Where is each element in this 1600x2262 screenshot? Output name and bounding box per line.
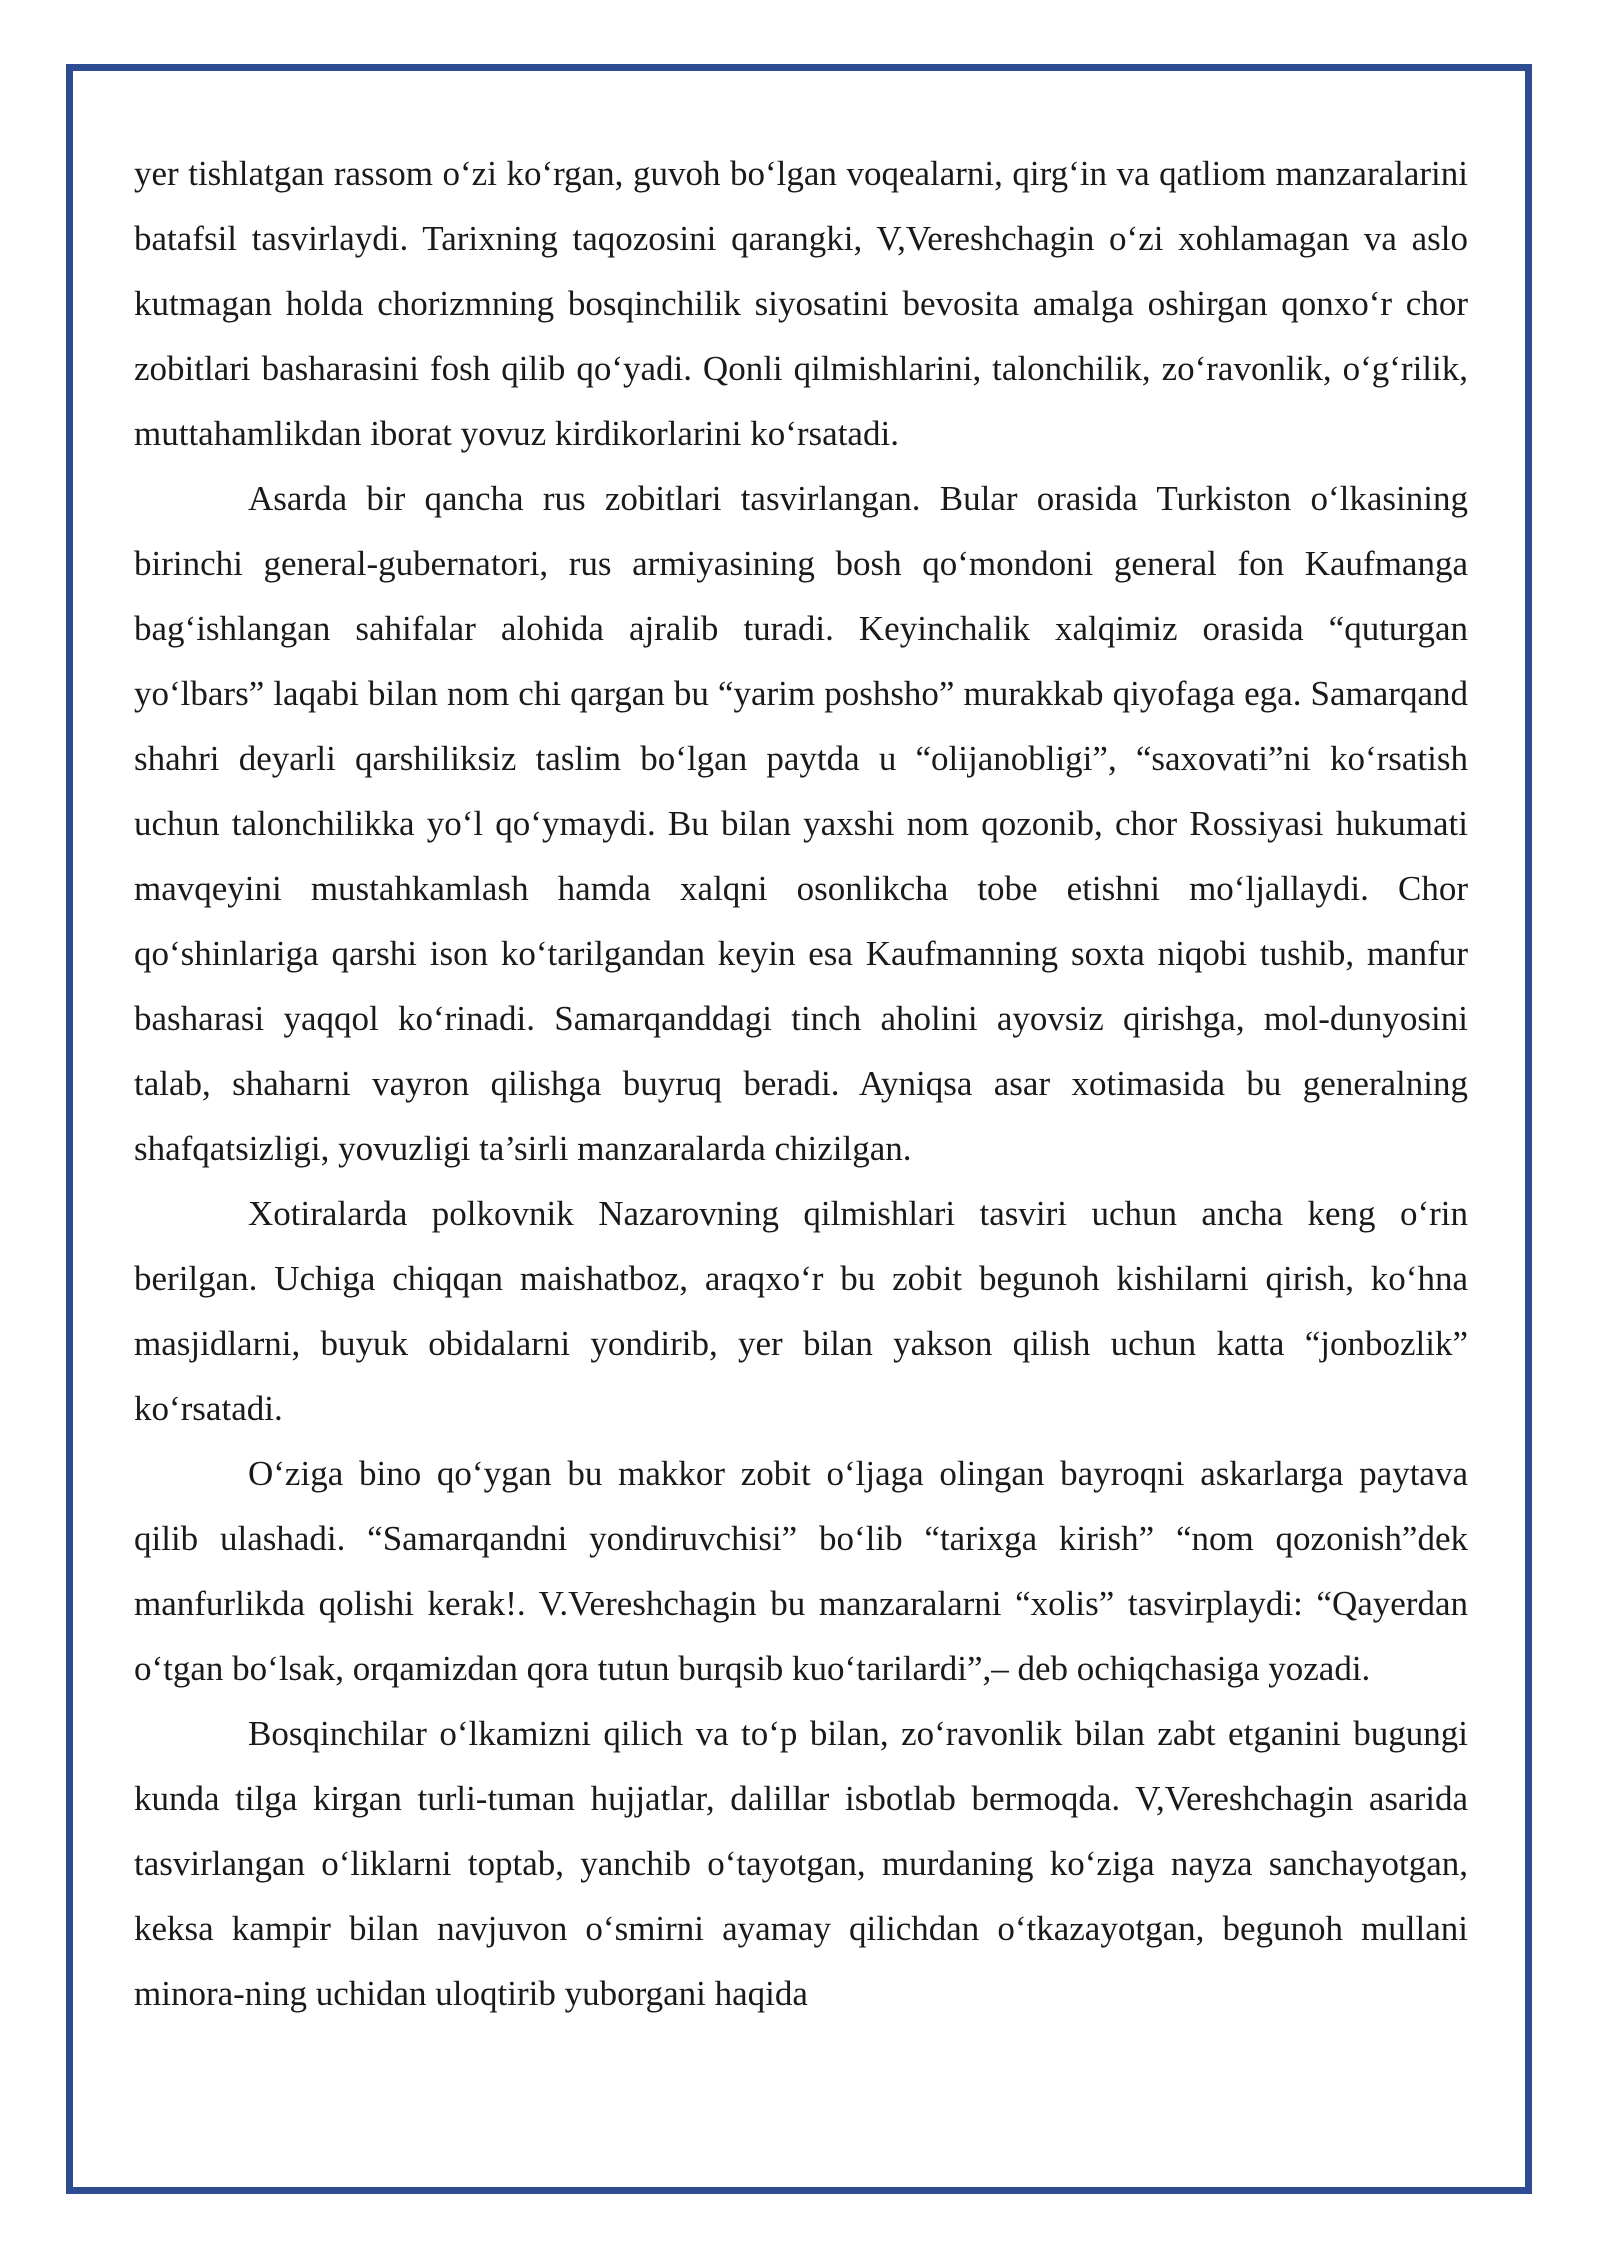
paragraph-4: O‘ziga bino qo‘ygan bu makkor zobit o‘ljaga olingan bayroqni askarlarga paytava qilib ulashadi. “Samarqandni yondiruvchisi” bo‘lib “tarixga kirish” “nom qozonish”dek manfurlikda qolishi kerak!. V.Vereshchagin bu manzaralarni “xolis” tasvirplaydi: “Qayerdan o‘tgan bo‘lsak, orqamizdan qora tutun burqsib kuo‘tarilardi”,– deb ochiqchasiga yozadi. (134, 1454, 1468, 1688)
paragraph-1: yer tishlatgan rassom o‘zi ko‘rgan, guvoh bo‘lgan voqealarni, qirg‘in va qatliom manzaralarini batafsil tasvirlaydi. Tarixning taqozosini qarangki, V,Vereshchagin o‘zi xohlamagan va aslo kutmagan holda chorizmning bosqinchilik siyosatini bevosita amalga oshirgan qonxo‘r chor zobitlari basharasini fosh qilib qo‘yadi. Qonli qilmishlarini, talonchilik, zo‘ravonlik, o‘g‘rilik, muttahamlikdan iborat yovuz kirdikorlarini ko‘rsatadi. (134, 154, 1468, 453)
paragraph-3: Xotiralarda polkovnik Nazarovning qilmishlari tasviri uchun ancha keng o‘rin berilgan. Uchiga chiqqan maishatboz, araqxo‘r bu zobit begunoh kishilarni qirish, ko‘hna masjidlarni, buyuk obidalarni yondirib, yer bilan yakson qilish uchun katta “jonbozlik” ko‘rsatadi. (134, 1194, 1468, 1428)
document-body (134, 141, 1468, 2026)
paragraph-5: Bosqinchilar o‘lkamizni qilich va to‘p bilan, zo‘ravonlik bilan zabt etganini bugungi kunda tilga kirgan turli-tuman hujjatlar, dalillar isbotlab bermoqda. V,Vereshchagin asarida tasvirlangan o‘liklarni toptab, yanchib o‘tayotgan, murdaning ko‘ziga nayza sanchayotgan, keksa kampir bilan navjuvon o‘smirni ayamay qilichdan o‘tkazayotgan, begunoh mullani minora-ning uchidan uloqtirib yuborgani haqida (134, 1714, 1468, 2013)
paragraph-2: Asarda bir qancha rus zobitlari tasvirlangan. Bular orasida Turkiston o‘lkasining birinchi general-gubernatori, rus armiyasining bosh qo‘mondoni general fon Kaufmanga bag‘ishlangan sahifalar alohida ajralib turadi. Keyinchalik xalqimiz orasida “quturgan yo‘lbars” laqabi bilan nom chi qargan bu “yarim poshsho” murakkab qiyofaga ega. Samarqand shahri deyarli qarshiliksiz taslim bo‘lgan paytda u “olijanobligi”, “saxovati”ni ko‘rsatish uchun talonchilikka yo‘l qo‘ymaydi. Bu bilan yaxshi nom qozonib, chor Rossiyasi hukumati mavqeyini mustahkamlash hamda xalqni osonlikcha tobe etishni mo‘ljallaydi. Chor qo‘shinlariga qarshi ison ko‘tarilgandan keyin esa Kaufmanning soxta niqobi tushib, manfur basharasi yaqqol ko‘rinadi. Samarqanddagi tinch aholini ayovsiz qirishga, mol-dunyosini talab, shaharni vayron qilishga buyruq beradi. Ayniqsa asar xotimasida bu generalning shafqatsizligi, yovuzligi ta’sirli manzaralarda chizilgan. (134, 479, 1468, 1168)
